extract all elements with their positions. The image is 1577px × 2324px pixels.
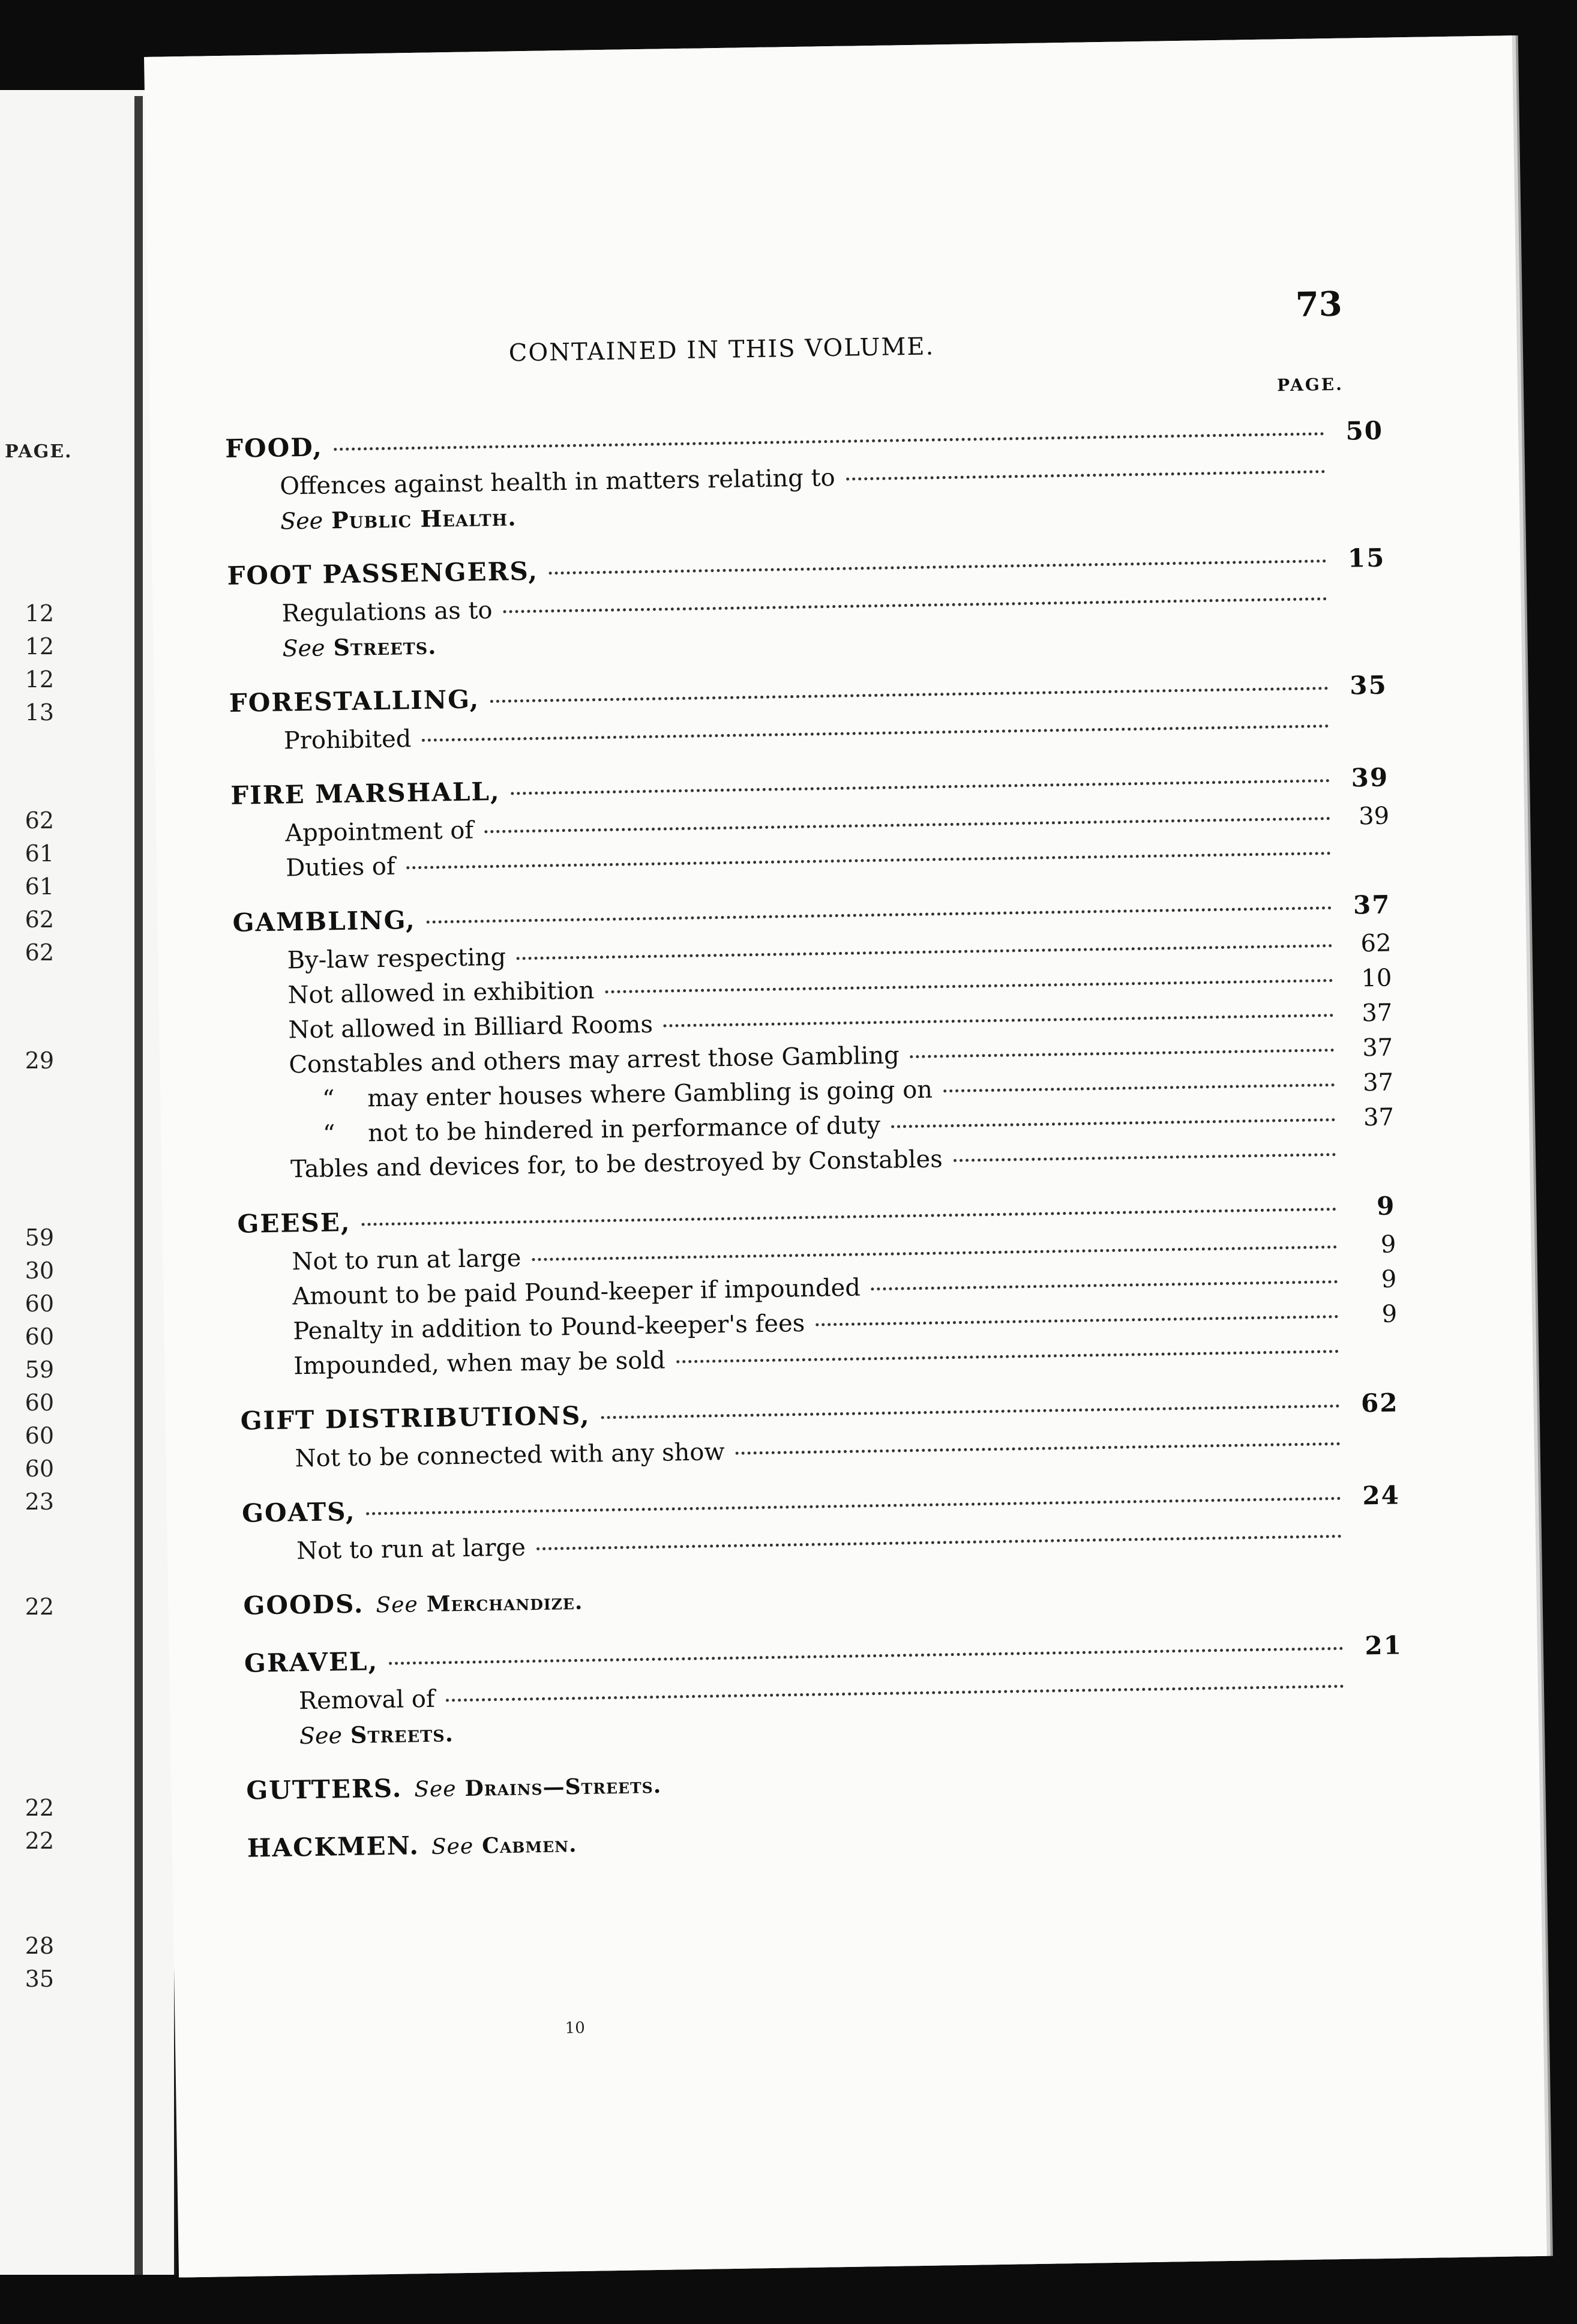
left-page-number: 60 xyxy=(25,1323,54,1350)
left-page-number: 62 xyxy=(25,939,54,966)
sub-entry-label: Not to run at large xyxy=(292,1244,521,1276)
left-page-number: 13 xyxy=(25,699,54,726)
sub-entry-page-number: 10 xyxy=(1361,964,1392,993)
signature-mark: 10 xyxy=(565,2018,586,2038)
entry-page-number: 15 xyxy=(1347,543,1386,573)
sub-entry-label: Removal of xyxy=(298,1685,436,1715)
sub-entry-label: Impounded, when may be sold xyxy=(293,1346,666,1380)
see-word: See xyxy=(376,1592,419,1618)
see-target: Streets. xyxy=(350,1720,454,1748)
entry-heading: FORESTALLING, xyxy=(229,684,480,718)
index-entry xyxy=(230,763,1390,890)
sub-entry-page-number: 9 xyxy=(1381,1265,1397,1293)
index-entry xyxy=(240,1388,1399,1480)
index-entry xyxy=(227,543,1387,670)
dot-leader xyxy=(605,979,1333,993)
see-target: Public Health. xyxy=(331,504,517,534)
dot-leader xyxy=(536,1535,1342,1550)
sub-entry-label: Not to run at large xyxy=(296,1534,526,1565)
page-column-label: PAGE. xyxy=(1276,374,1344,396)
see-word: See xyxy=(413,1777,457,1802)
sub-entry-page-number: 39 xyxy=(1358,802,1390,831)
sub-entry-label: Appointment of xyxy=(284,816,474,847)
entry-page-number: 62 xyxy=(1360,1388,1399,1418)
sub-entry-label: Not to be connected with any show xyxy=(295,1438,725,1473)
left-page-number: 12 xyxy=(25,666,54,693)
dot-leader xyxy=(511,779,1330,795)
sub-entry-label: Tables and devices for, to be destroyed by Constables xyxy=(290,1145,943,1184)
dot-leader xyxy=(490,687,1329,703)
sub-entry-label: Amount to be paid Pound-keeper if impounded xyxy=(292,1274,861,1311)
entry-heading: FOOD, xyxy=(224,432,323,463)
left-page-number: 12 xyxy=(25,600,54,627)
left-page-number: 61 xyxy=(25,840,54,867)
left-page-number: 60 xyxy=(25,1290,54,1317)
left-page-number: 60 xyxy=(25,1456,54,1482)
ditto-mark: “ xyxy=(322,1085,335,1113)
entry-page-number: 39 xyxy=(1351,762,1389,793)
sub-entry-page-number: 37 xyxy=(1363,1103,1395,1132)
dot-leader xyxy=(816,1315,1338,1326)
entry-heading: GOATS, xyxy=(241,1496,356,1528)
entry-heading: GRAVEL, xyxy=(244,1646,379,1678)
index-entry xyxy=(243,1573,1402,1630)
sub-entry-label: Not allowed in Billiard Rooms xyxy=(288,1010,653,1044)
entry-heading-row xyxy=(247,1815,1406,1873)
index-entries xyxy=(225,416,1406,1891)
left-page-number: 12 xyxy=(25,633,54,660)
entry-heading: GUTTERS. xyxy=(246,1773,403,1805)
sub-entry-label: Regulations as to xyxy=(281,596,493,628)
see-reference xyxy=(414,1773,662,1802)
dot-leader xyxy=(954,1153,1336,1162)
index-entry xyxy=(247,1815,1406,1873)
left-page-number: 28 xyxy=(25,1933,54,1959)
sub-entry-page-number: 9 xyxy=(1380,1230,1396,1259)
dot-leader xyxy=(910,1049,1335,1058)
sub-entry-page-number xyxy=(1350,1356,1398,1357)
page-number: 73 xyxy=(1295,284,1343,325)
sub-entry-page-number: 37 xyxy=(1362,1034,1393,1062)
entry-heading: GAMBLING, xyxy=(232,905,416,938)
entry-heading: GIFT DISTRIBUTIONS, xyxy=(240,1400,590,1436)
ditto-mark: “ xyxy=(322,1120,335,1148)
dot-leader xyxy=(532,1245,1337,1261)
entry-page-number: 21 xyxy=(1364,1630,1403,1661)
left-page-number: 22 xyxy=(25,1594,54,1620)
left-page-number: 62 xyxy=(25,906,54,933)
entry-heading: FIRE MARSHALL, xyxy=(230,776,500,810)
sub-entry-page-number: 37 xyxy=(1362,999,1393,1028)
sub-entry-label: Prohibited xyxy=(283,725,412,755)
see-reference xyxy=(376,1589,583,1618)
sub-entry-page-number: 62 xyxy=(1360,929,1392,958)
entry-page-number: 24 xyxy=(1362,1480,1401,1511)
dot-leader xyxy=(503,597,1327,613)
dot-leader xyxy=(367,1497,1341,1516)
dot-leader xyxy=(871,1280,1338,1290)
dot-leader xyxy=(676,1350,1339,1363)
dot-leader xyxy=(389,1647,1344,1665)
see-target: Streets. xyxy=(333,632,437,661)
left-page-number: 30 xyxy=(25,1257,54,1284)
see-target: Cabmen. xyxy=(481,1832,577,1859)
dot-leader xyxy=(891,1118,1335,1128)
dot-leader xyxy=(517,944,1333,960)
dot-leader xyxy=(601,1404,1340,1419)
entry-heading-row xyxy=(243,1573,1402,1630)
entry-heading: GEESE, xyxy=(237,1207,351,1239)
see-target: Drains—Streets. xyxy=(464,1772,662,1801)
index-entry xyxy=(225,416,1385,543)
left-page-column-label: PAGE. xyxy=(5,441,73,462)
left-page-number: 59 xyxy=(25,1356,54,1383)
book-gutter xyxy=(134,96,143,2275)
left-page-number: 23 xyxy=(25,1489,54,1515)
sub-entry-page-number xyxy=(1353,1541,1401,1542)
see-target: Merchandize. xyxy=(426,1589,583,1617)
sub-entry-label: may enter houses where Gambling is going on xyxy=(367,1076,933,1113)
left-page-number: 35 xyxy=(25,1966,54,1992)
entry-heading: HACKMEN. xyxy=(247,1831,420,1863)
dot-leader xyxy=(846,470,1325,481)
index-entry xyxy=(242,1480,1401,1573)
dot-leader xyxy=(943,1083,1335,1092)
dot-leader xyxy=(361,1208,1336,1226)
see-word: See xyxy=(299,1722,343,1750)
sub-entry-label: Offences against health in matters relating to xyxy=(279,463,836,501)
sub-entry-page-number xyxy=(1338,604,1386,605)
left-page-number: 60 xyxy=(25,1422,54,1449)
sub-entry-label: not to be hindered in performance of duty xyxy=(367,1111,881,1148)
dot-leader xyxy=(736,1442,1341,1455)
running-header: CONTAINED IN THIS VOLUME. xyxy=(508,333,935,367)
index-entry xyxy=(229,670,1389,763)
dot-leader xyxy=(427,906,1332,924)
sub-entry-page-number xyxy=(1336,477,1384,478)
left-page-number: 22 xyxy=(25,1795,54,1821)
see-word: See xyxy=(280,507,323,535)
dot-leader xyxy=(664,1014,1333,1028)
see-word: See xyxy=(282,634,325,662)
entry-page-number: 37 xyxy=(1353,890,1391,920)
left-page-number: 62 xyxy=(25,807,54,834)
see-word: See xyxy=(431,1834,474,1859)
sub-entry-label: Penalty in addition to Pound-keeper's fees xyxy=(293,1309,805,1346)
left-page-number: 60 xyxy=(25,1389,54,1416)
entry-page-number: 50 xyxy=(1345,415,1384,446)
right-page xyxy=(144,35,1547,2277)
entry-heading: GOODS. xyxy=(243,1589,364,1621)
sub-entry-page-number: 37 xyxy=(1362,1068,1394,1097)
see-reference xyxy=(431,1832,577,1859)
entry-page-number: 35 xyxy=(1349,670,1388,700)
entry-heading-row xyxy=(246,1757,1405,1815)
left-page-number: 22 xyxy=(25,1828,54,1854)
dot-leader xyxy=(446,1685,1344,1702)
left-page-number: 29 xyxy=(25,1047,54,1074)
entry-page-number: 9 xyxy=(1376,1191,1396,1221)
dot-leader xyxy=(406,852,1331,869)
left-page-number: 59 xyxy=(25,1224,54,1251)
sub-entry-label: By-law respecting xyxy=(287,943,506,975)
dot-leader xyxy=(549,559,1327,574)
dot-leader xyxy=(422,724,1329,742)
sub-entry-page-number: 9 xyxy=(1381,1300,1398,1328)
dot-leader xyxy=(484,817,1330,833)
index-entry xyxy=(246,1757,1405,1815)
index-entry xyxy=(237,1191,1398,1388)
sub-entry-label: Not allowed in exhibition xyxy=(287,977,595,1010)
left-page-number: 61 xyxy=(25,873,54,900)
sub-entry-label: Constables and others may arrest those Gambling xyxy=(289,1041,900,1079)
index-entry xyxy=(232,890,1395,1191)
sub-entry-label: Duties of xyxy=(285,852,396,882)
dot-leader xyxy=(334,432,1324,451)
entry-heading: FOOT PASSENGERS, xyxy=(227,556,539,591)
sub-entry-page-number xyxy=(1355,1691,1403,1692)
index-entry xyxy=(244,1630,1404,1757)
